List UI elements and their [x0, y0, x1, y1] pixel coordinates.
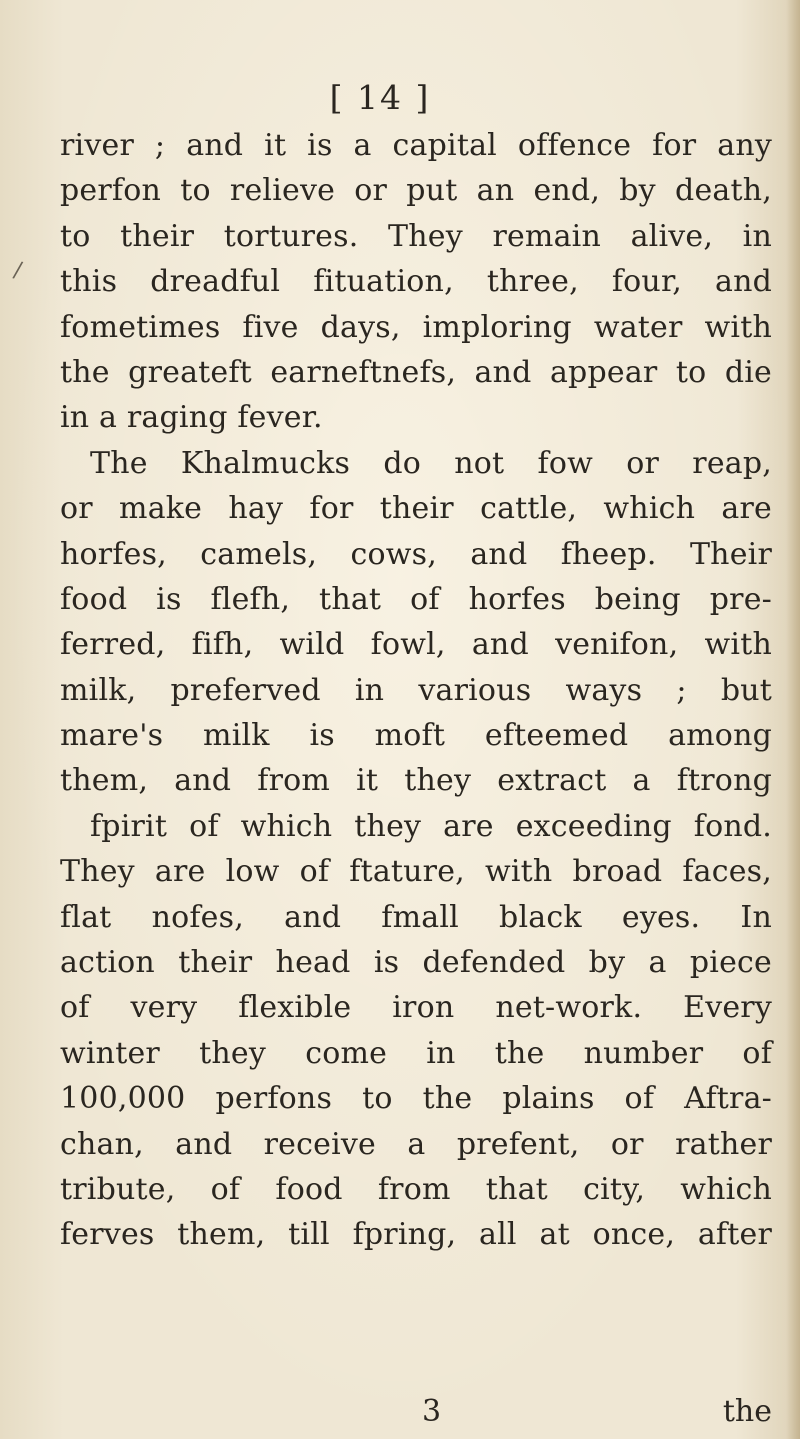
text-line: food is flefh, that of horfes being pre-	[60, 581, 772, 617]
text-line: 100,000 perfons to the plains of Aftra-	[60, 1081, 772, 1117]
text-line: this dreadful fituation, three, four, and	[60, 264, 772, 300]
text-line: in a raging fever.	[60, 400, 323, 436]
text-line: perfon to relieve or put an end, by death,	[60, 173, 772, 209]
text-line: horfes, camels, cows, and fheep. Their	[60, 536, 772, 572]
text-line: river ; and it is a capital offence for any	[60, 128, 772, 163]
text-line: milk, preferved in various ways ; but	[60, 672, 772, 708]
text-line: mare's milk is moft efteemed among	[60, 718, 772, 754]
page-footer	[60, 1392, 772, 1432]
text-line: or make hay for their cattle, which are	[60, 491, 772, 527]
body-text	[60, 123, 772, 1258]
text-line: They are low of ftature, with broad faces,	[60, 854, 772, 890]
signature-mark: 3	[422, 1394, 442, 1429]
page-edge-shadow	[786, 0, 800, 1439]
text-line: winter they come in the number of	[60, 1035, 772, 1071]
text-line: the greateft earneftnefs, and appear to die	[60, 354, 772, 390]
text-line: chan, and receive a prefent, or rather	[60, 1126, 772, 1162]
text-line: flat nofes, and fmall black eyes. In	[60, 899, 772, 935]
text-line: The Khalmucks do not fow or reap,	[90, 445, 772, 481]
text-line: fometimes five days, imploring water with	[60, 309, 772, 345]
text-line: fpirit of which they are exceeding fond.	[90, 808, 772, 844]
text-line: them, and from it they extract a ftrong	[60, 763, 772, 799]
catchword: the	[722, 1394, 772, 1429]
text-line: tribute, of food from that city, which	[60, 1171, 772, 1207]
text-line: ferred, fifh, wild fowl, and venifon, with	[60, 627, 772, 663]
page-header	[0, 78, 800, 117]
page-number: [ 14 ]	[329, 78, 431, 117]
text-line: of very flexible iron net-work. Every	[60, 990, 772, 1026]
text-line: ferves them, till fpring, all at once, after	[60, 1217, 772, 1253]
text-line: to their tortures. They remain alive, in	[60, 218, 772, 254]
margin-mark: /	[11, 257, 24, 284]
text-line: action their head is defended by a piece	[60, 945, 772, 981]
